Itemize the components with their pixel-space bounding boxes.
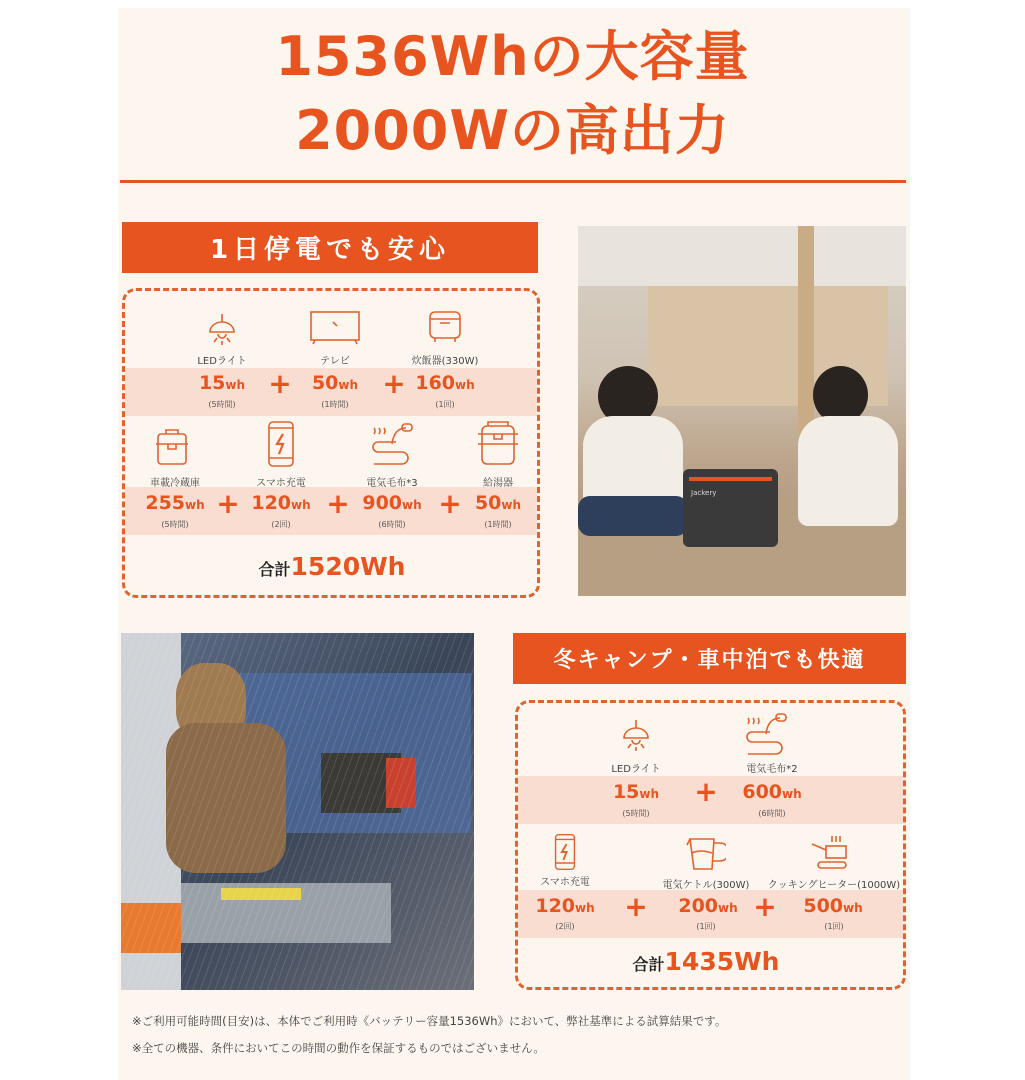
section1-total: 合計1520Wh — [258, 552, 406, 581]
tv-icon — [309, 310, 361, 346]
item-value: 900wh — [362, 492, 422, 514]
item-label: スマホ充電 — [540, 877, 590, 888]
car-fridge-icon — [154, 428, 190, 466]
item-duration: (5時間) — [208, 400, 236, 409]
item-label: 給湯器 — [483, 478, 513, 489]
smartphone-charge-icon — [554, 833, 576, 871]
item-duration: (5時間) — [161, 520, 189, 529]
item-label: スマホ充電 — [256, 478, 306, 489]
plus-sign: + — [268, 367, 292, 400]
item-duration: (6時間) — [378, 520, 406, 529]
item-label: テレビ — [320, 356, 350, 367]
electric-kettle-icon — [686, 835, 726, 871]
item-duration: (2回) — [555, 922, 575, 931]
item-value: 15wh — [198, 372, 246, 394]
item-value: 120wh — [251, 492, 311, 514]
item-label: 電気ケトル(300W) — [662, 880, 750, 891]
item-label: LEDライト — [611, 764, 661, 775]
item-value: 600wh — [742, 781, 802, 803]
plus-sign: + — [624, 890, 648, 923]
section2-banner: 冬キャンプ・車中泊でも快適 — [513, 633, 906, 684]
item-label: 車載冷蔵庫 — [150, 478, 200, 489]
item-label: 電気毛布*2 — [746, 764, 798, 775]
item-duration: (2回) — [271, 520, 291, 529]
brand-label: Jackery — [691, 489, 717, 497]
item-label: LEDライト — [197, 356, 247, 367]
divider — [120, 180, 906, 183]
section1-banner: 1日停電でも安心 — [122, 222, 538, 273]
plus-sign: + — [694, 775, 718, 808]
electric-blanket-icon — [744, 712, 788, 756]
electric-blanket-icon — [370, 422, 414, 466]
item-value: 255wh — [145, 492, 205, 514]
plus-sign: + — [753, 890, 777, 923]
item-value: 200wh — [678, 895, 738, 917]
item-value: 160wh — [415, 372, 475, 394]
item-value: 120wh — [535, 895, 595, 917]
ceiling-light-icon — [206, 312, 238, 346]
item-duration: (1回) — [696, 922, 716, 931]
headline-capacity: 1536Whの大容量 — [275, 25, 750, 88]
plus-sign: + — [326, 487, 350, 520]
plus-sign: + — [216, 487, 240, 520]
rice-cooker-icon — [427, 310, 463, 344]
photo-car-camping — [121, 633, 474, 990]
water-heater-icon — [476, 420, 520, 466]
item-label: 炊飯器(330W) — [411, 356, 479, 367]
plus-sign: + — [382, 367, 406, 400]
item-duration: (1回) — [435, 400, 455, 409]
cooking-heater-icon — [810, 834, 850, 870]
item-label: クッキングヒーター(1000W) — [767, 880, 901, 891]
item-value: 15wh — [612, 781, 660, 803]
plus-sign: + — [438, 487, 462, 520]
item-value: 500wh — [803, 895, 863, 917]
footnote-2: ※全ての機器、条件においてこの時間の動作を保証するものではございません。 — [132, 1041, 545, 1055]
item-duration: (1回) — [824, 922, 844, 931]
power-station — [683, 469, 778, 547]
ceiling-light-icon — [620, 718, 652, 752]
item-duration: (1時間) — [484, 520, 512, 529]
smartphone-charge-icon — [267, 420, 295, 468]
item-duration: (1時間) — [321, 400, 349, 409]
item-duration: (5時間) — [622, 809, 650, 818]
item-duration: (6時間) — [758, 809, 786, 818]
item-label: 電気毛布*3 — [366, 478, 418, 489]
footnote-1: ※ご利用可能時間(目安)は、本体でご利用時《バッテリー容量1536Wh》において、弊社基準による試算結果です。 — [132, 1014, 727, 1028]
headline-output: 2000Wの高出力 — [295, 99, 730, 162]
section2-total: 合計1435Wh — [632, 947, 780, 976]
item-value: 50wh — [474, 492, 522, 514]
item-value: 50wh — [311, 372, 359, 394]
photo-kids-indoor — [578, 226, 906, 596]
